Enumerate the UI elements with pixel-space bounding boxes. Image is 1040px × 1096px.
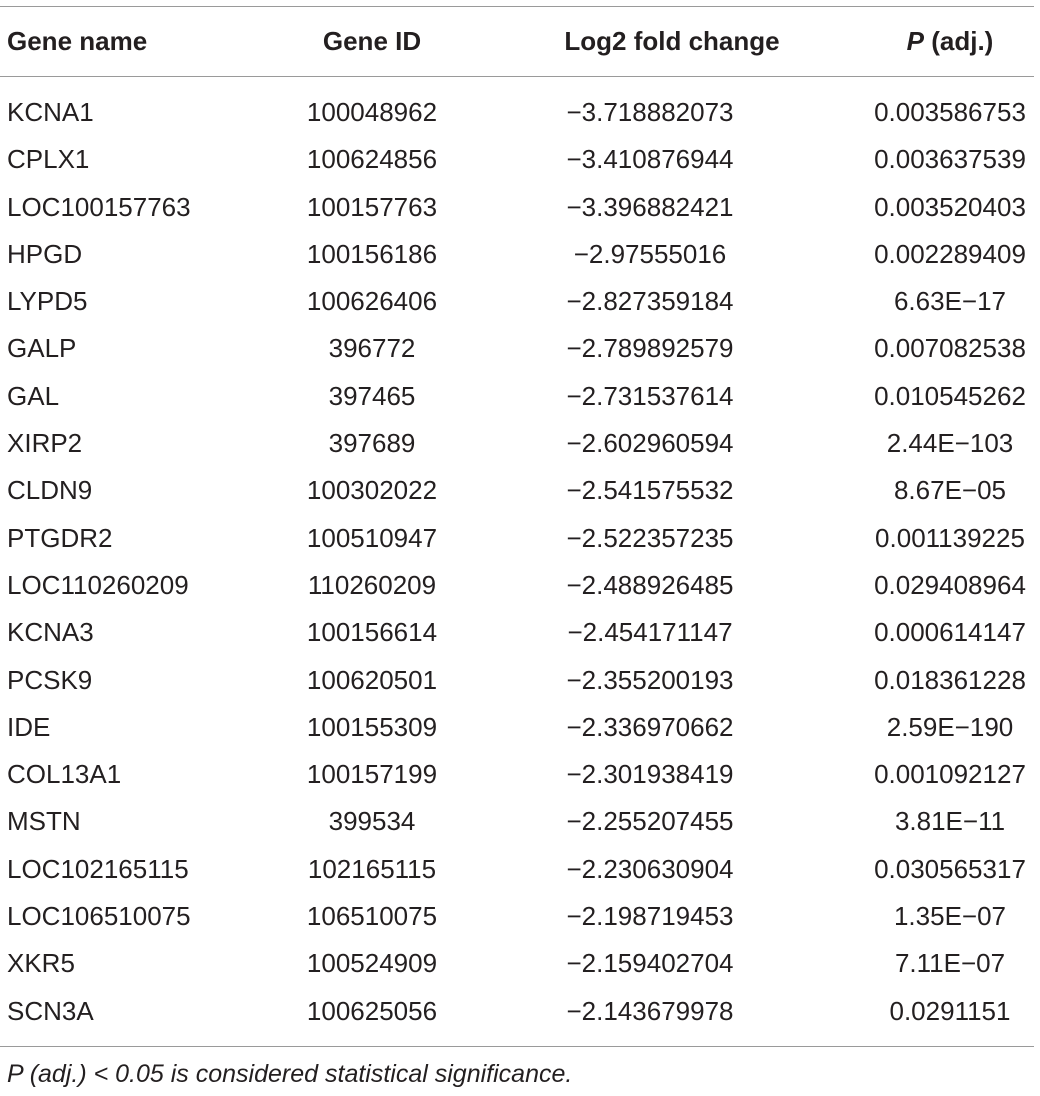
cell-p-adj: 0.007082538: [874, 333, 1026, 364]
table-row: [0, 89, 1040, 136]
cell-gene-name: LOC106510075: [7, 901, 191, 932]
cell-log2-fold-change: −2.143679978: [566, 995, 734, 1026]
cell-gene-name: XKR5: [7, 948, 75, 979]
table-row: [0, 325, 1040, 372]
cell-log2-fold-change: −2.827359184: [566, 286, 734, 317]
cell-p-adj: 2.59E−190: [886, 711, 1014, 742]
cell-gene-id: 397689: [328, 428, 416, 459]
cell-log2-fold-change: −2.198719453: [566, 901, 734, 932]
header-p-adj-italic: P: [906, 26, 924, 56]
table-row: [0, 893, 1040, 940]
cell-gene-name: HPGD: [7, 238, 83, 269]
table-row: [0, 515, 1040, 562]
cell-log2-fold-change: −2.602960594: [566, 428, 734, 459]
table-row: [0, 609, 1040, 656]
cell-gene-name: CPLX1: [7, 144, 90, 175]
cell-p-adj: 0.030565317: [874, 853, 1026, 884]
cell-p-adj: 8.67E−05: [893, 475, 1007, 506]
cell-gene-name: SCN3A: [7, 995, 94, 1026]
table-header-row: [0, 6, 1040, 76]
table-footnote: P (adj.) < 0.05 is considered statistical significance.: [7, 1060, 573, 1088]
cell-gene-name: COL13A1: [7, 759, 122, 790]
cell-log2-fold-change: −2.522357235: [566, 522, 734, 553]
cell-log2-fold-change: −2.301938419: [566, 759, 734, 790]
table-row: [0, 798, 1040, 845]
cell-gene-id: 100524909: [306, 948, 438, 979]
cell-gene-name: MSTN: [7, 806, 81, 837]
header-p-adj: [840, 6, 1040, 76]
cell-gene-name: PCSK9: [7, 664, 93, 695]
cell-gene-id: 396772: [328, 333, 416, 364]
table-body: [0, 89, 1040, 1035]
cell-p-adj: 0.000614147: [874, 617, 1026, 648]
cell-p-adj: 6.63E−17: [893, 286, 1007, 317]
cell-p-adj: 2.44E−103: [886, 428, 1014, 459]
cell-gene-id: 100626406: [306, 286, 438, 317]
cell-log2-fold-change: −2.488926485: [566, 569, 734, 600]
cell-gene-id: 100048962: [306, 97, 438, 127]
cell-gene-name: CLDN9: [7, 475, 93, 506]
cell-p-adj: 0.003586753: [874, 97, 1026, 127]
table-bottom-rule: [0, 1046, 1034, 1047]
cell-p-adj: 0.010545262: [874, 380, 1026, 411]
cell-gene-id: 100624856: [306, 144, 438, 175]
table-row: [0, 657, 1040, 704]
cell-gene-name: GAL: [7, 380, 60, 411]
cell-p-adj: 0.029408964: [874, 569, 1026, 600]
cell-gene-id: 100510947: [306, 522, 438, 553]
table-header-rule: [0, 76, 1034, 77]
table-row: [0, 940, 1040, 987]
cell-gene-id: 100156614: [306, 617, 438, 648]
cell-p-adj: 0.018361228: [874, 664, 1026, 695]
cell-gene-id: 100156186: [306, 238, 438, 269]
cell-gene-id: 106510075: [306, 901, 438, 932]
cell-gene-name: KCNA3: [7, 617, 94, 648]
cell-log2-fold-change: −2.789892579: [566, 333, 734, 364]
cell-log2-fold-change: −2.355200193: [566, 664, 734, 695]
cell-p-adj: 1.35E−07: [893, 901, 1007, 932]
table-row: [0, 231, 1040, 278]
cell-gene-id: 100155309: [306, 711, 438, 742]
cell-gene-id: 100302022: [306, 475, 438, 506]
cell-gene-id: 110260209: [307, 569, 437, 600]
cell-log2-fold-change: −2.230630904: [566, 853, 734, 884]
cell-gene-name: LOC100157763: [7, 191, 191, 222]
cell-gene-name: PTGDR2: [7, 522, 113, 553]
table-row: [0, 136, 1040, 183]
cell-gene-id: 100157199: [306, 759, 438, 790]
cell-log2-fold-change: −2.255207455: [566, 806, 734, 837]
cell-log2-fold-change: −2.159402704: [566, 948, 734, 979]
cell-log2-fold-change: −3.410876944: [566, 144, 734, 175]
header-gene-id: Gene ID: [322, 26, 422, 56]
header-p-adj-rest: (adj.): [924, 26, 994, 56]
cell-log2-fold-change: −2.97555016: [573, 238, 727, 269]
table-row: [0, 751, 1040, 798]
cell-gene-name: XIRP2: [7, 428, 83, 459]
table-row: [0, 704, 1040, 751]
cell-gene-name: GALP: [7, 333, 77, 364]
cell-gene-name: KCNA1: [7, 97, 94, 127]
table-row: [0, 562, 1040, 609]
cell-p-adj: 0.003520403: [874, 191, 1026, 222]
cell-log2-fold-change: −2.454171147: [567, 617, 733, 648]
cell-p-adj: 0.001139225: [875, 522, 1025, 553]
table-row: [0, 278, 1040, 325]
cell-gene-id: 399534: [328, 806, 416, 837]
cell-log2-fold-change: −2.336970662: [566, 711, 734, 742]
cell-p-adj: 0.002289409: [874, 238, 1026, 269]
table-row: [0, 988, 1040, 1035]
table-row: [0, 420, 1040, 467]
cell-gene-id: 102165115: [307, 853, 437, 884]
cell-log2-fold-change: −2.541575532: [566, 475, 734, 506]
cell-p-adj: 0.001092127: [874, 759, 1026, 790]
cell-p-adj: 3.81E−11: [894, 806, 1006, 837]
cell-log2-fold-change: −3.718882073: [566, 97, 734, 127]
cell-p-adj: 0.003637539: [874, 144, 1026, 175]
cell-gene-id: 100625056: [306, 995, 438, 1026]
cell-gene-id: 100620501: [306, 664, 438, 695]
cell-gene-name: LYPD5: [7, 286, 88, 317]
cell-log2-fold-change: −3.396882421: [566, 191, 734, 222]
cell-gene-name: LOC110260209: [7, 569, 189, 600]
table-row: [0, 467, 1040, 514]
cell-log2-fold-change: −2.731537614: [566, 380, 734, 411]
table-row: [0, 846, 1040, 893]
cell-gene-id: 397465: [328, 380, 416, 411]
cell-gene-id: 100157763: [306, 191, 438, 222]
header-log2-fold-change: Log2 fold change: [564, 26, 780, 56]
table-row: [0, 373, 1040, 420]
cell-gene-name: IDE: [7, 711, 51, 742]
cell-p-adj: 0.0291151: [889, 995, 1011, 1026]
header-gene-name: Gene name: [7, 26, 148, 56]
cell-gene-name: LOC102165115: [7, 853, 189, 884]
table-row: [0, 184, 1040, 231]
cell-p-adj: 7.11E−07: [894, 948, 1006, 979]
